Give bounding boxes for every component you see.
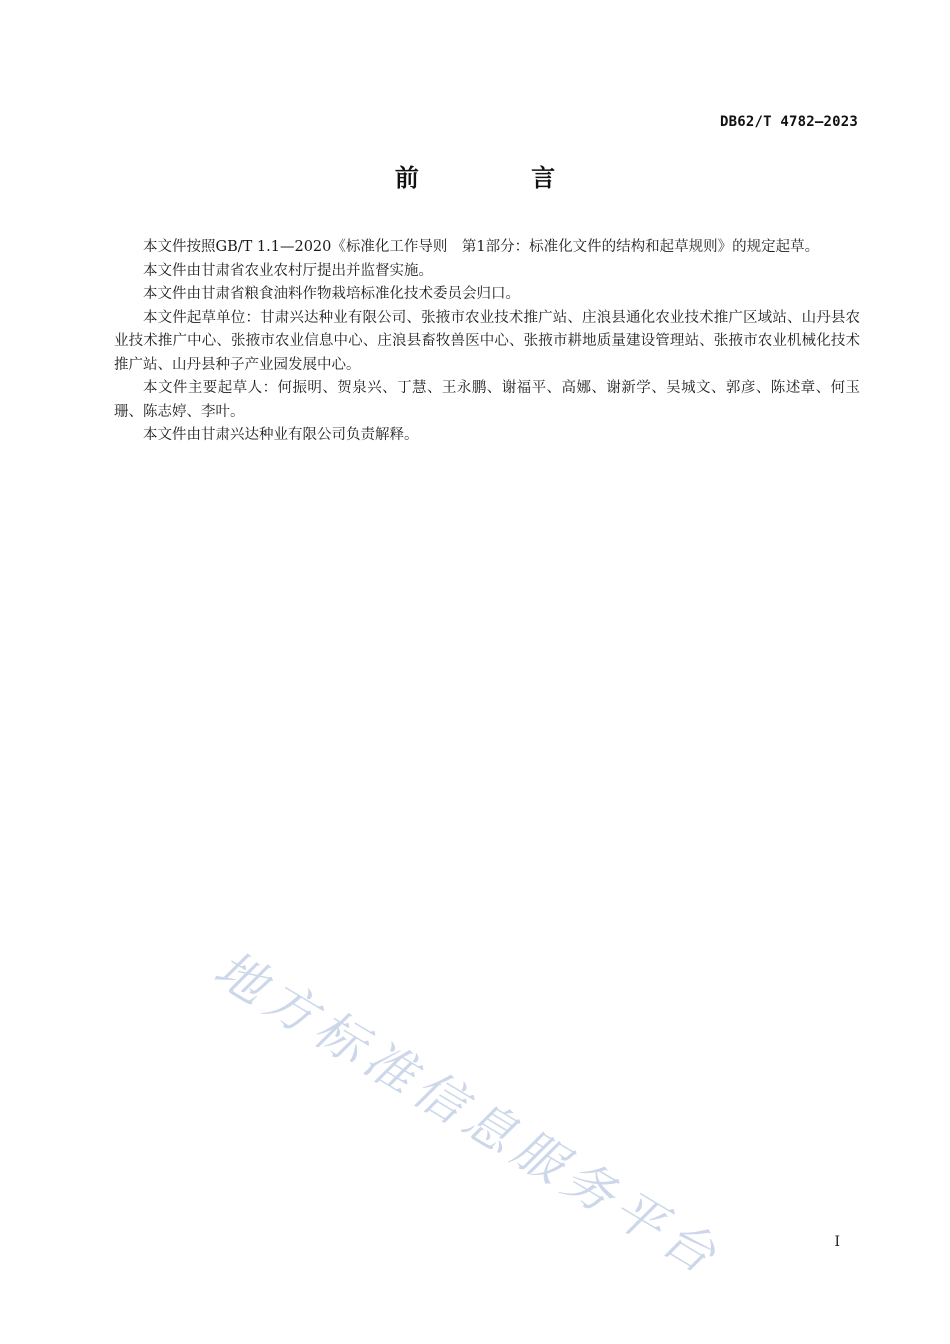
document-code: DB62/T 4782—2023: [719, 114, 858, 130]
paragraph-main-drafters: 本文件主要起草人：何振明、贺泉兴、丁慧、王永鹏、谢福平、高娜、谢新学、吴城文、郭彦、陈述章、何玉珊、陈志婷、李叶。: [114, 380, 860, 420]
watermark: 地方标准信息服务平台: [204, 939, 732, 1288]
paragraph-centralized-by: 本文件由甘肃省粮食油料作物栽培标准化技术委员会归口。: [143, 286, 520, 302]
preface-body: [114, 236, 860, 448]
page-title: 前 言: [394, 164, 608, 192]
paragraph-drafting-rules: 本文件按照GB/T 1.1—2020《标准化工作导则 第1部分：标准化文件的结构和起草规则》的规定起草。: [143, 239, 820, 255]
paragraph-proposer: 本文件由甘肃省农业农村厅提出并监督实施。: [143, 262, 433, 279]
paragraph-drafting-units: 本文件起草单位：甘肃兴达种业有限公司、张掖市农业技术推广站、庄浪县通化农业技术推广区域站、山丹县农业技术推广中心、张掖市农业信息中心、庄浪县畜牧兽医中心、张掖市耕地质量建设管理站、张掖市农业机械化技术推广站、山丹县种子产业园发展中心。: [114, 309, 860, 373]
page-number: I: [834, 1234, 840, 1250]
paragraph-interpretation: 本文件由甘肃兴达种业有限公司负责解释。: [143, 427, 419, 443]
